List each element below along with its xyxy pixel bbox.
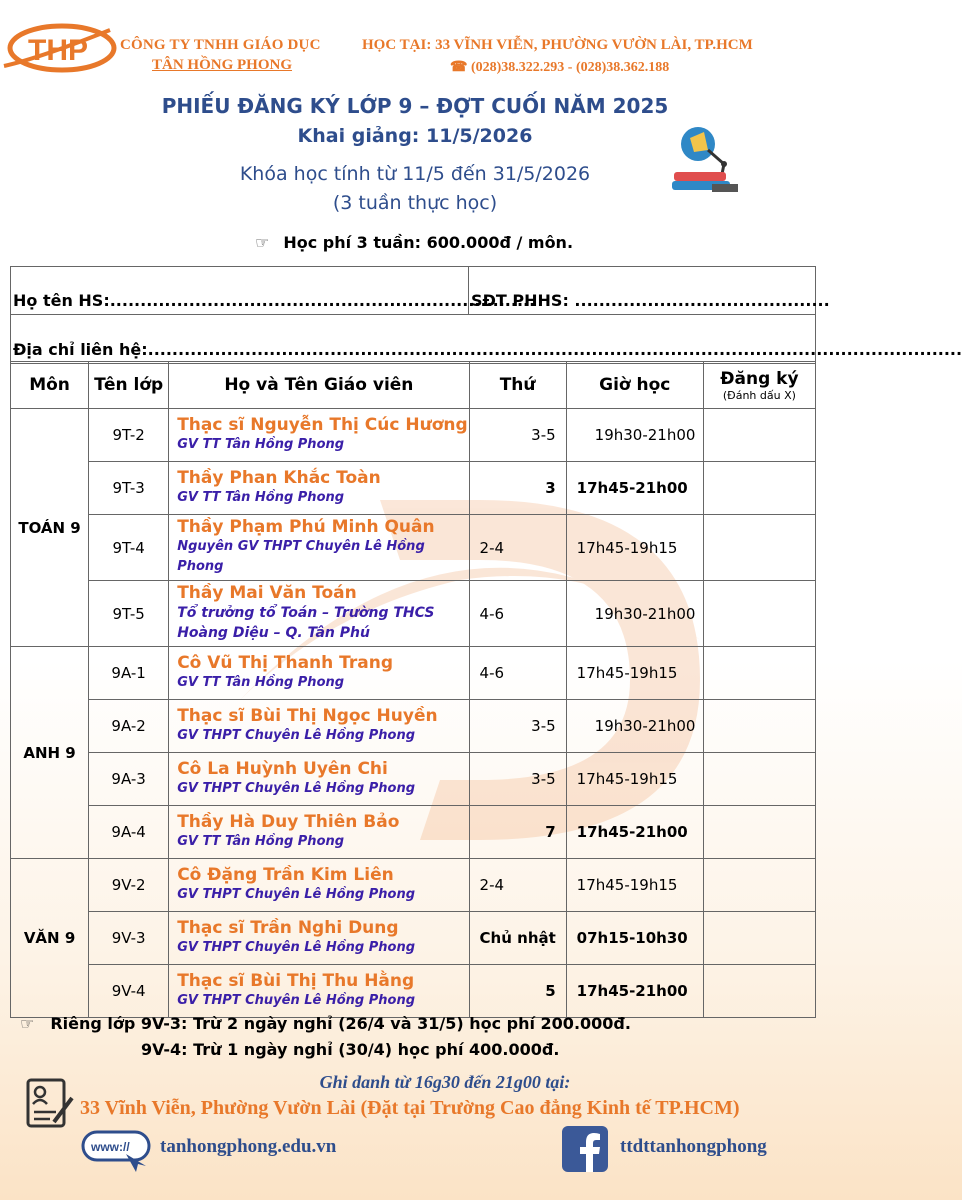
teacher-note: GV THPT Chuyên Lê Hồng Phong xyxy=(177,780,416,796)
header-day: Thứ xyxy=(469,362,566,409)
class-day: 2-4 xyxy=(469,515,566,581)
register-checkbox[interactable] xyxy=(703,462,815,515)
teacher-note: GV TT Tân Hồng Phong xyxy=(177,674,345,690)
table-header xyxy=(11,362,816,409)
opening-date: Khai giảng: 11/5/2026 xyxy=(297,125,533,147)
class-day: 2-4 xyxy=(469,859,566,912)
parent-phone-field[interactable]: SĐT PHHS: .......................................... xyxy=(471,291,830,310)
register-checkbox[interactable] xyxy=(703,859,815,912)
pointing-hand-icon: ☞ xyxy=(20,1014,35,1033)
class-code: 9T-3 xyxy=(89,462,169,515)
class-time: 19h30-21h00 xyxy=(566,409,703,462)
teacher-note: Tổ trưởng tổ Toán – Trường THCS xyxy=(177,605,435,621)
facebook-page[interactable]: ttdttanhongphong xyxy=(620,1136,767,1157)
teacher-name: Thạc sĩ Bùi Thị Thu Hằng xyxy=(177,970,415,991)
teacher-name: Cô Đặng Trần Kim Liên xyxy=(177,864,394,885)
teacher-name: Thầy Phan Khắc Toàn xyxy=(177,467,381,488)
header-subject: Môn xyxy=(11,362,89,409)
teacher-cell xyxy=(169,912,469,965)
table-row xyxy=(11,912,816,965)
company-name-2: TÂN HỒNG PHONG xyxy=(152,57,293,73)
register-checkbox[interactable] xyxy=(703,912,815,965)
class-time: 17h45-19h15 xyxy=(566,647,703,700)
class-time: 17h45-19h15 xyxy=(566,859,703,912)
teacher-name: Thầy Hà Duy Thiên Bảo xyxy=(177,811,400,832)
class-time: 17h45-21h00 xyxy=(566,965,703,1018)
address-row xyxy=(11,315,962,364)
note-line-2: 9V-4: Trừ 1 ngày nghỉ (30/4) học phí 400.000đ. xyxy=(141,1040,560,1059)
header-teacher: Họ và Tên Giáo viên xyxy=(169,362,469,409)
company-name: CÔNG TY TNHH GIÁO DỤC xyxy=(120,37,321,53)
register-checkbox[interactable] xyxy=(703,753,815,806)
student-name-field[interactable]: Họ tên HS:...................................................................... xyxy=(13,291,536,310)
registration-form xyxy=(10,266,962,364)
table-row xyxy=(11,409,816,462)
teacher-cell xyxy=(169,859,469,912)
subject-literature: VĂN 9 xyxy=(11,859,89,1018)
teacher-cell xyxy=(169,753,469,806)
class-time: 17h45-21h00 xyxy=(566,806,703,859)
teacher-cell xyxy=(169,515,469,581)
table-row xyxy=(11,581,816,647)
teacher-name: Thầy Mai Văn Toán xyxy=(177,583,357,603)
class-code: 9A-3 xyxy=(89,753,169,806)
teacher-name: Cô La Huỳnh Uyên Chi xyxy=(177,758,388,779)
teacher-cell xyxy=(169,409,469,462)
header-class: Tên lớp xyxy=(89,362,169,409)
class-code: 9T-5 xyxy=(89,581,169,647)
registration-time: Ghi danh từ 16g30 đến 21g00 tại: xyxy=(319,1072,571,1092)
website-badge-text: www:// xyxy=(91,1140,130,1154)
class-day: 5 xyxy=(469,965,566,1018)
class-time: 17h45-21h00 xyxy=(566,462,703,515)
website-icon xyxy=(80,1128,154,1178)
course-weeks: (3 tuần thực học) xyxy=(332,192,498,214)
facebook-icon[interactable] xyxy=(562,1126,608,1172)
teacher-cell xyxy=(169,965,469,1018)
class-code: 9V-2 xyxy=(89,859,169,912)
phone-icon: ☎ xyxy=(450,60,468,75)
table-row xyxy=(11,515,816,581)
teacher-note: GV TT Tân Hồng Phong xyxy=(177,489,345,505)
class-day: 3 xyxy=(469,462,566,515)
class-code: 9A-2 xyxy=(89,700,169,753)
table-row xyxy=(11,462,816,515)
register-checkbox[interactable] xyxy=(703,965,815,1018)
teacher-note: Nguyên GV THPT Chuyên Lê Hồng Phong xyxy=(177,539,425,574)
pointing-hand-icon: ☞ xyxy=(255,233,270,252)
page-title: PHIẾU ĐĂNG KÝ LỚP 9 – ĐỢT CUỐI NĂM 2025 xyxy=(161,94,669,118)
class-code: 9T-2 xyxy=(89,409,169,462)
register-checkbox[interactable] xyxy=(703,700,815,753)
class-code: 9A-1 xyxy=(89,647,169,700)
class-code: 9V-4 xyxy=(89,965,169,1018)
website-link[interactable]: tanhongphong.edu.vn xyxy=(160,1136,337,1157)
table-row xyxy=(11,700,816,753)
register-checkbox[interactable] xyxy=(703,581,815,647)
table-row xyxy=(11,647,816,700)
teacher-note: GV TT Tân Hồng Phong xyxy=(177,436,345,452)
class-time: 19h30-21h00 xyxy=(566,581,703,647)
register-checkbox[interactable] xyxy=(703,647,815,700)
subject-english: ANH 9 xyxy=(11,647,89,859)
class-day: 7 xyxy=(469,806,566,859)
table-row xyxy=(11,806,816,859)
class-time: 17h45-19h15 xyxy=(566,753,703,806)
class-time: 07h15-10h30 xyxy=(566,912,703,965)
register-checkbox[interactable] xyxy=(703,515,815,581)
class-day: 3-5 xyxy=(469,700,566,753)
table-row xyxy=(11,753,816,806)
teacher-name: Cô Vũ Thị Thanh Trang xyxy=(177,652,394,673)
class-code: 9T-4 xyxy=(89,515,169,581)
class-time: 19h30-21h00 xyxy=(566,700,703,753)
class-time: 17h45-19h15 xyxy=(566,515,703,581)
class-day: 4-6 xyxy=(469,581,566,647)
class-day: Chủ nhật xyxy=(469,912,566,965)
phone-line: ☎ (028)38.322.293 - (028)38.362.188 xyxy=(450,60,670,75)
note-line-1: ☞ Riêng lớp 9V-3: Trừ 2 ngày nghỉ (26/4 và 31/5) học phí 200.000đ. xyxy=(20,1014,631,1033)
class-day: 4-6 xyxy=(469,647,566,700)
teacher-cell xyxy=(169,581,469,647)
class-code: 9V-3 xyxy=(89,912,169,965)
table-row xyxy=(11,965,816,1018)
table-row xyxy=(11,859,816,912)
header-time: Giờ học xyxy=(566,362,703,409)
header-register: Đăng ký (Đánh dấu X) xyxy=(703,362,815,409)
class-code: 9A-4 xyxy=(89,806,169,859)
fee-line: ☞ Học phí 3 tuần: 600.000đ / môn. xyxy=(255,233,574,252)
teacher-note: GV THPT Chuyên Lê Hồng Phong xyxy=(177,992,416,1008)
class-day: 3-5 xyxy=(469,409,566,462)
teacher-name: Thầy Phạm Phú Minh Quân xyxy=(177,517,435,537)
class-schedule-table xyxy=(10,361,816,1018)
company-logo xyxy=(0,18,118,78)
teacher-cell xyxy=(169,647,469,700)
teacher-note: GV THPT Chuyên Lê Hồng Phong xyxy=(177,727,416,743)
teacher-note: GV THPT Chuyên Lê Hồng Phong xyxy=(177,886,416,902)
logo-text: THP xyxy=(28,34,88,67)
teacher-name: Thạc sĩ Nguyễn Thị Cúc Hương xyxy=(177,414,468,435)
books-lamp-icon xyxy=(668,124,742,196)
teacher-cell xyxy=(169,806,469,859)
teacher-note-2: Hoàng Diệu – Q. Tân Phú xyxy=(177,625,370,641)
teacher-note: GV TT Tân Hồng Phong xyxy=(177,833,345,849)
registration-place: 33 Vĩnh Viễn, Phường Vườn Lài (Đặt tại Trường Cao đẳng Kinh tế TP.HCM) xyxy=(80,1097,740,1119)
teacher-cell xyxy=(169,462,469,515)
student-row xyxy=(11,267,830,315)
teacher-cell xyxy=(169,700,469,753)
teacher-name: Thạc sĩ Bùi Thị Ngọc Huyền xyxy=(177,705,438,726)
address-field[interactable]: Địa chỉ liên hệ:...................................................................................................................................... xyxy=(13,340,962,359)
subject-math: TOÁN 9 xyxy=(11,409,89,647)
school-address: HỌC TẠI: 33 VĨNH VIỄN, PHƯỜNG VƯỜN LÀI, TP.HCM xyxy=(362,37,753,53)
register-checkbox[interactable] xyxy=(703,806,815,859)
register-checkbox[interactable] xyxy=(703,409,815,462)
teacher-note: GV THPT Chuyên Lê Hồng Phong xyxy=(177,939,416,955)
teacher-name: Thạc sĩ Trần Nghi Dung xyxy=(177,917,399,938)
class-day: 3-5 xyxy=(469,753,566,806)
course-range: Khóa học tính từ 11/5 đến 31/5/2026 xyxy=(239,163,591,185)
